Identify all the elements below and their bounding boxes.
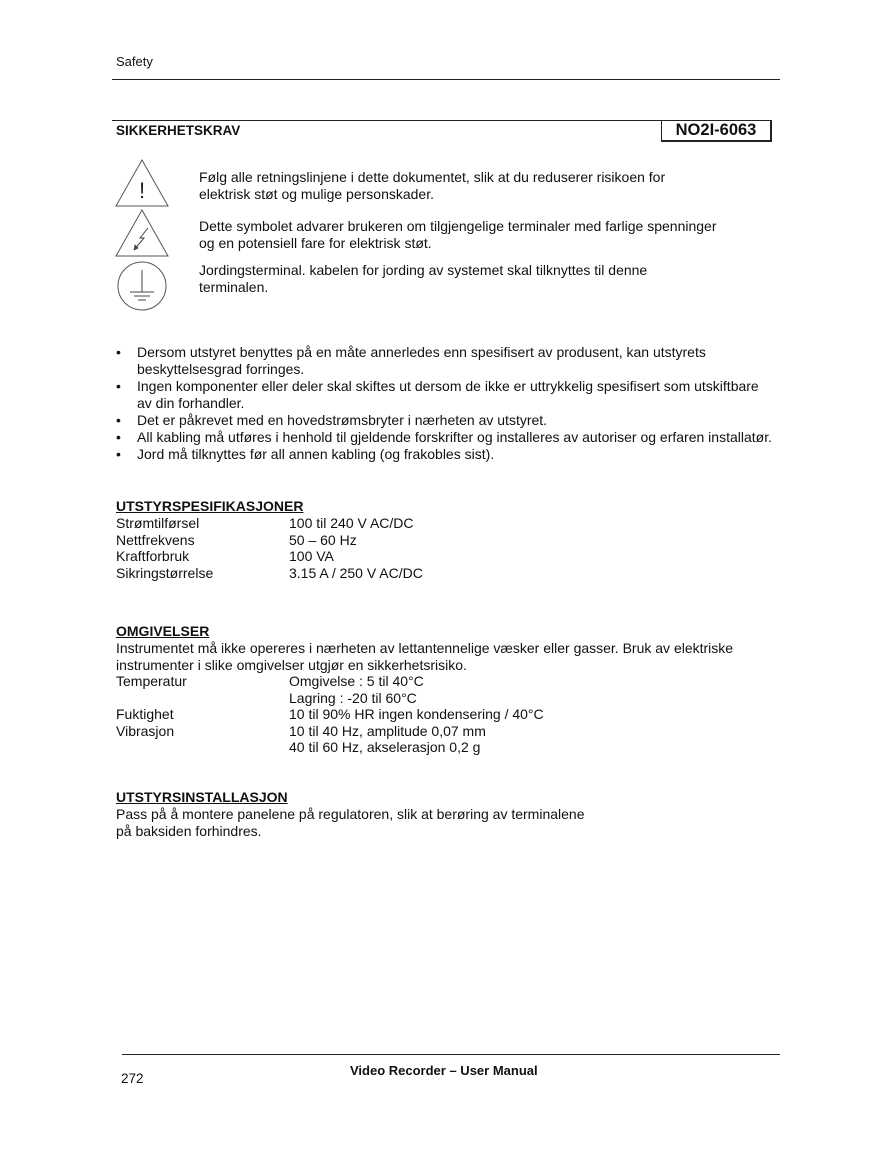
electric-hazard-icon (114, 208, 170, 258)
env-label: Temperatur (116, 673, 187, 689)
list-item: • All kabling må utføres i henhold til gjeldende forskrifter og installeres av autoriser og erfaren installatør. (116, 429, 776, 446)
specs-section-title: UTSTYRSPESIFIKASJONER (116, 498, 304, 514)
page-header-section: Safety (116, 54, 153, 69)
list-item: • Jord må tilknyttes før all annen kabling (og frakobles sist). (116, 446, 776, 463)
environment-section-title: OMGIVELSER (116, 623, 210, 639)
spec-value: 100 til 240 V AC/DC (289, 515, 414, 531)
header-divider (112, 79, 780, 80)
ground-terminal-icon (114, 260, 170, 312)
environment-intro: Instrumentet må ikke opereres i nærheten av lettantennelige væsker eller gasser. Bruk av elektriske instrumenter i slike omgivelser utgjør en sikkerhetsrisiko. (116, 640, 734, 673)
env-value: Lagring : -20 til 60°C (289, 689, 417, 706)
list-item: • Dersom utstyret benyttes på en måte annerledes enn spesifisert av produsent, kan utstyrets beskyttelsesgrad forringes. (116, 344, 776, 378)
list-item: • Ingen komponenter eller deler skal skiftes ut dersom de ikke er uttrykkelig spesifisert som utskiftbare av din forhandler. (116, 378, 776, 412)
symbol-warning-text: Følg alle retningslinjene i dette dokumentet, slik at du reduserer risikoen for elektrisk støt og mulige personskader. (199, 169, 666, 202)
list-item: • Det er påkrevet med en hovedstrømsbryter i nærheten av utstyret. (116, 412, 776, 429)
env-value: 40 til 60 Hz, akselerasjon 0,2 g (289, 739, 481, 756)
installation-line-1: Pass på å montere panelene på regulatoren, slik at berøring av terminalene (116, 806, 585, 822)
spec-label: Sikringstørrelse (116, 564, 214, 581)
spec-value: 100 VA (289, 548, 334, 565)
symbol-ground-text: Jordingsterminal. kabelen for jording av systemet skal tilknyttes til denne terminalen. (199, 262, 648, 295)
spec-value: 50 – 60 Hz (289, 531, 357, 548)
page-number: 272 (121, 1071, 144, 1086)
specs-table (116, 515, 716, 583)
env-label: Fuktighet (116, 706, 174, 723)
safety-bullet-list (116, 344, 776, 463)
installation-line-2: på baksiden forhindres. (116, 823, 262, 839)
spec-label: Strømtilførsel (116, 515, 200, 531)
env-value: 10 til 40 Hz, amplitude 0,07 mm (289, 722, 486, 739)
env-value: Omgivelse : 5 til 40°C (289, 673, 424, 689)
spec-label: Kraftforbruk (116, 548, 190, 565)
spec-label: Nettfrekvens (116, 531, 195, 548)
env-value: 10 til 90% HR ingen kondensering / 40°C (289, 706, 544, 723)
warning-triangle-icon (114, 158, 170, 208)
spec-value: 3.15 A / 250 V AC/DC (289, 564, 423, 581)
svg-text:!: ! (138, 178, 146, 203)
symbol-hazard-text: Dette symbolet advarer brukeren om tilgjengelige terminaler med farlige spenninger og en potensiell fare for elektrisk støt. (199, 218, 717, 251)
document-code-box: NO2I-6063 (661, 120, 772, 142)
footer-divider (122, 1054, 780, 1055)
footer-manual-title: Video Recorder – User Manual (350, 1063, 538, 1078)
environment-table (116, 673, 716, 757)
installation-section-title: UTSTYRSINSTALLASJON (116, 789, 288, 805)
env-label: Vibrasjon (116, 722, 175, 739)
safety-section-title: SIKKERHETSKRAV (116, 123, 241, 138)
